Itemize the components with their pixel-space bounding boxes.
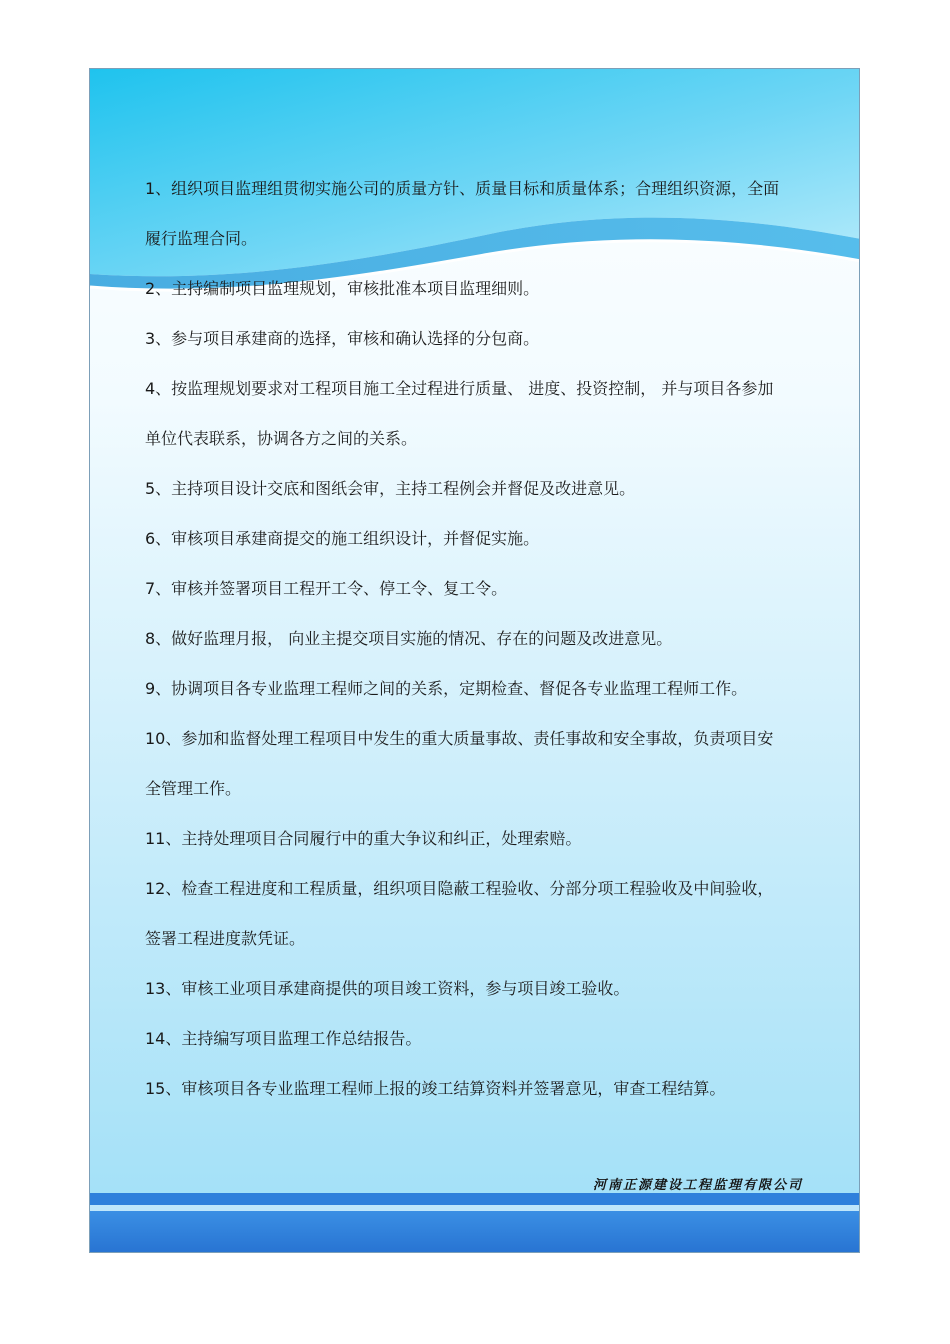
company-name: 河南正源建设工程监理有限公司 bbox=[592, 1178, 803, 1193]
list-item-line: 15、审核项目各专业监理工程师上报的竣工结算资料并签署意见，审查工程结算。 bbox=[145, 1079, 726, 1098]
list-item-line: 12、检查工程进度和工程质量，组织项目隐蔽工程验收、分部分项工程验收及中间验收， bbox=[145, 879, 774, 898]
list-item bbox=[145, 664, 825, 714]
footer-bar-top bbox=[90, 1193, 859, 1205]
poster-board bbox=[89, 68, 860, 1253]
list-item-line: 10、参加和监督处理工程项目中发生的重大质量事故、责任事故和安全事故，负责项目安 bbox=[145, 729, 774, 748]
list-item-line: 单位代表联系，协调各方之间的关系。 bbox=[145, 429, 418, 448]
list-item bbox=[145, 364, 825, 464]
list-item-line: 1、组织项目监理组贯彻实施公司的质量方针、质量目标和质量体系；合理组织资源，全面 bbox=[145, 179, 780, 198]
list-item-line: 13、审核工业项目承建商提供的项目竣工资料，参与项目竣工验收。 bbox=[145, 979, 630, 998]
list-item-line: 8、做好监理月报， 向业主提交项目实施的情况、存在的问题及改进意见。 bbox=[145, 629, 673, 648]
list-item bbox=[145, 564, 825, 614]
list-item bbox=[145, 714, 825, 814]
footer-bar-bottom bbox=[90, 1211, 859, 1253]
list-item bbox=[145, 1064, 825, 1114]
list-item-line: 3、参与项目承建商的选择，审核和确认选择的分包商。 bbox=[145, 329, 540, 348]
list-item bbox=[145, 864, 825, 964]
list-item bbox=[145, 314, 825, 364]
list-item bbox=[145, 514, 825, 564]
list-item bbox=[145, 1014, 825, 1064]
list-item-line: 4、按监理规划要求对工程项目施工全过程进行质量、 进度、投资控制， 并与项目各参加 bbox=[145, 379, 774, 398]
list-item-line: 5、主持项目设计交底和图纸会审，主持工程例会并督促及改进意见。 bbox=[145, 479, 636, 498]
list-item-line: 6、审核项目承建商提交的施工组织设计，并督促实施。 bbox=[145, 529, 540, 548]
list-item bbox=[145, 164, 825, 264]
list-item-line: 2、主持编制项目监理规划，审核批准本项目监理细则。 bbox=[145, 279, 540, 298]
list-item-line: 11、主持处理项目合同履行中的重大争议和纠正，处理索赔。 bbox=[145, 829, 582, 848]
list-item bbox=[145, 814, 825, 864]
list-item bbox=[145, 964, 825, 1014]
list-item bbox=[145, 264, 825, 314]
list-item-line: 14、主持编写项目监理工作总结报告。 bbox=[145, 1029, 422, 1048]
list-item bbox=[145, 614, 825, 664]
list-item-line: 9、协调项目各专业监理工程师之间的关系，定期检查、督促各专业监理工程师工作。 bbox=[145, 679, 748, 698]
list-item-line: 全管理工作。 bbox=[145, 779, 242, 798]
list-item-line: 签署工程进度款凭证。 bbox=[145, 929, 306, 948]
list-item bbox=[145, 464, 825, 514]
list-item-line: 7、审核并签署项目工程开工令、停工令、复工令。 bbox=[145, 579, 508, 598]
list-item-line: 履行监理合同。 bbox=[145, 229, 258, 248]
